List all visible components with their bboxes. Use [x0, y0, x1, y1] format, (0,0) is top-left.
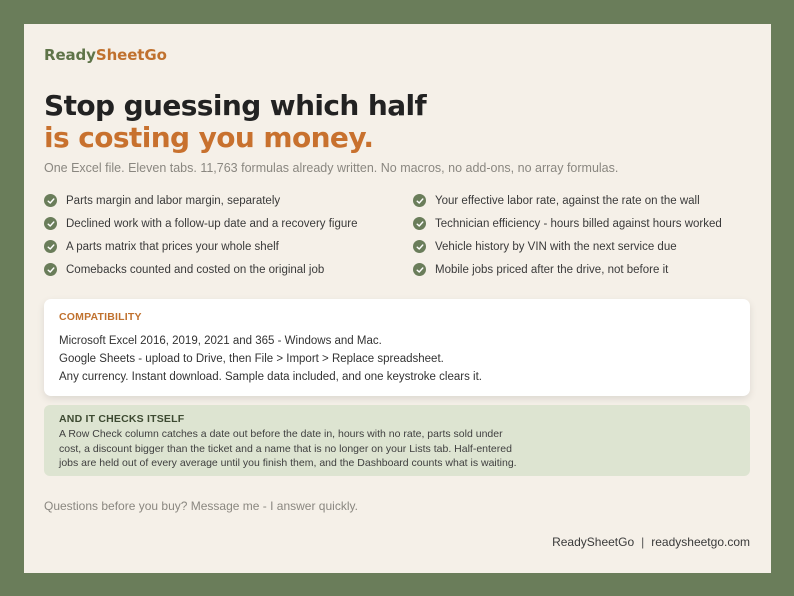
compatibility-panel: [44, 299, 750, 396]
feature-item: [413, 217, 722, 230]
check-circle-icon: [413, 240, 426, 253]
check-circle-icon: [44, 194, 57, 207]
footer: [552, 535, 750, 549]
listing-card: [24, 24, 771, 573]
brand-part-2: SheetGo: [95, 46, 167, 64]
check-circle-icon: [413, 263, 426, 276]
brand-logo: [44, 46, 167, 64]
self-check-line: A Row Check column catches a date out before the date in, hours with no rate, parts sold under: [59, 428, 503, 440]
feature-text: Declined work with a follow-up date and a recovery figure: [66, 217, 358, 230]
feature-item: [413, 194, 700, 207]
compatibility-line: Microsoft Excel 2016, 2019, 2021 and 365 - Windows and Mac.: [59, 335, 382, 347]
feature-text: Technician efficiency - hours billed against hours worked: [435, 217, 722, 230]
check-circle-icon: [44, 263, 57, 276]
headline-line-2: is costing you money.: [44, 121, 374, 154]
self-check-heading: AND IT CHECKS ITSELF: [59, 413, 185, 425]
feature-text: A parts matrix that prices your whole shelf: [66, 240, 279, 253]
feature-item: [44, 217, 357, 230]
feature-item: [44, 240, 279, 253]
self-check-line: jobs are held out of every average until you finish them, and the Dashboard counts what is waiting.: [59, 457, 517, 469]
compatibility-line: Google Sheets - upload to Drive, then File > Import > Replace spreadsheet.: [59, 353, 444, 365]
compatibility-heading: COMPATIBILITY: [59, 311, 142, 323]
feature-text: Parts margin and labor margin, separately: [66, 194, 281, 207]
questions-note: Questions before you buy? Message me - I answer quickly.: [44, 499, 358, 513]
feature-item: [44, 194, 280, 207]
footer-url[interactable]: readysheetgo.com: [651, 535, 750, 549]
self-check-panel: [44, 405, 750, 476]
self-check-line: cost, a discount bigger than the ticket and a name that is no longer on your Lists tab. Half-entered: [59, 442, 512, 455]
headline-line-1: Stop guessing which half: [44, 89, 427, 122]
check-circle-icon: [413, 217, 426, 230]
footer-separator: |: [641, 535, 645, 549]
feature-item: [413, 240, 677, 253]
feature-item: [413, 263, 668, 276]
brand-part-1: Ready: [44, 46, 96, 64]
feature-item: [44, 263, 324, 276]
footer-brand: ReadySheetGo: [552, 535, 635, 549]
headline: [44, 90, 426, 154]
check-circle-icon: [44, 217, 57, 230]
check-circle-icon: [413, 194, 426, 207]
feature-text: Your effective labor rate, against the rate on the wall: [435, 194, 700, 207]
feature-text: Vehicle history by VIN with the next service due: [435, 240, 677, 253]
check-circle-icon: [44, 240, 57, 253]
feature-text: Comebacks counted and costed on the original job: [66, 263, 325, 276]
feature-text: Mobile jobs priced after the drive, not before it: [435, 263, 669, 276]
subline: One Excel file. Eleven tabs. 11,763 formulas already written. No macros, no add-ons, no array formulas.: [44, 161, 619, 175]
compatibility-line: Any currency. Instant download. Sample data included, and one keystroke clears it.: [59, 371, 482, 383]
